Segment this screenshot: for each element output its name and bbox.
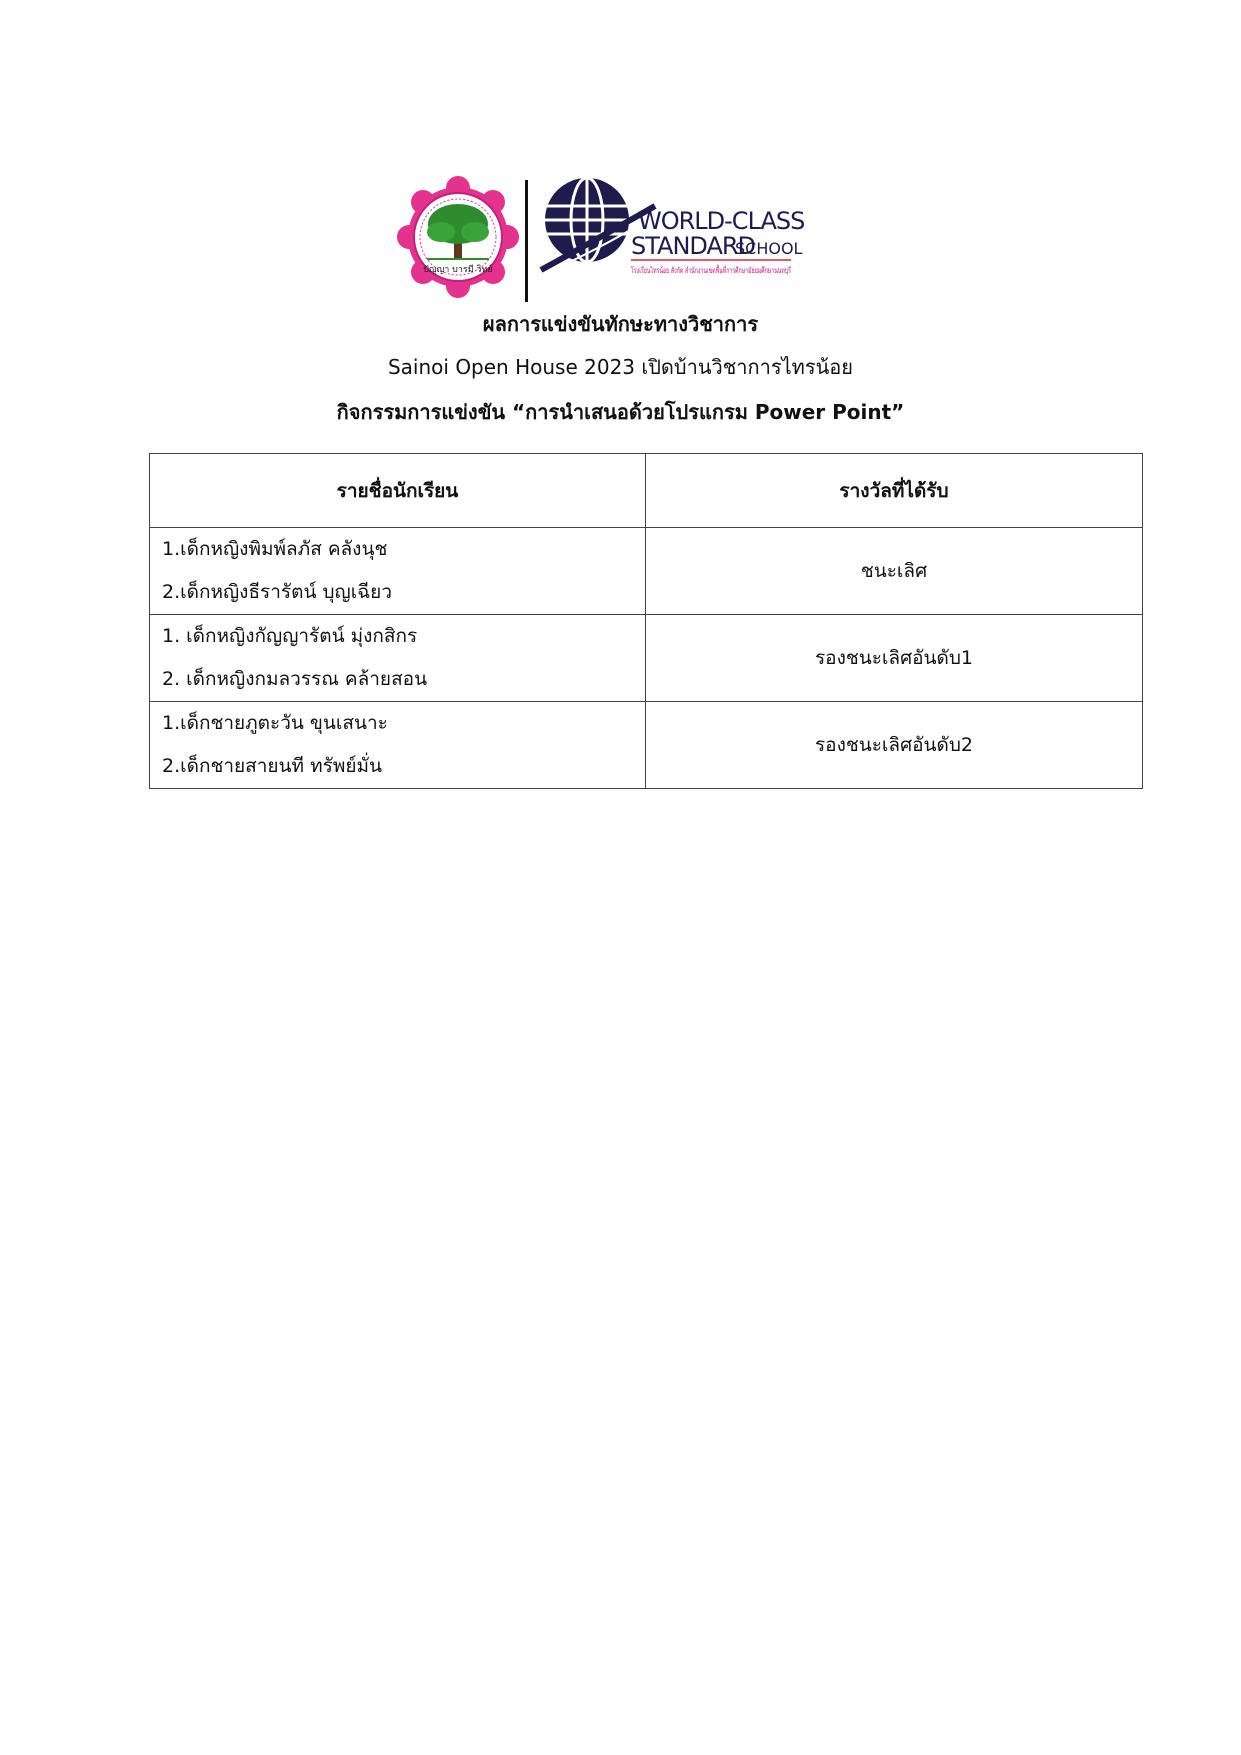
award-cell: รองชนะเลิศอันดับ2 [646,702,1143,789]
student-name: 2. เด็กหญิงกมลวรรณ คล้ายสอน [162,668,428,690]
logo-divider [525,180,528,302]
school-seal-logo [397,176,519,298]
table-row [150,615,1143,702]
results-table [149,453,1143,789]
student-names-cell [150,615,646,702]
results-heading: ผลการแข่งขันทักษะทางวิชาการ [482,312,759,336]
event-name: Sainoi Open House 2023 เปิดบ้านวิชาการไทรน้อย [387,355,854,379]
student-name: 2.เด็กหญิงธีรารัตน์ บุญเฉียว [162,581,392,603]
award-cell: ชนะเลิศ [646,528,1143,615]
student-name: 1.เด็กหญิงพิมพ์ลภัส คลังนุช [162,538,388,560]
student-name: 1.เด็กชายภูตะวัน ขุนเสนาะ [162,712,388,734]
student-names-cell [150,528,646,615]
logo-school-text: SCHOOL [735,239,803,258]
header-award: รางวัลที่ได้รับ [646,454,1143,528]
world-class-standard-school-logo [535,176,875,298]
student-names-cell [150,702,646,789]
student-name: 2.เด็กชายสายนที ทรัพย์มั่น [162,755,383,777]
student-name: 1. เด็กหญิงกัญญารัตน์ มุ่งกสิกร [162,625,418,647]
logo-standard-text: STANDARD [631,232,756,260]
award-cell: รองชนะเลิศอันดับ1 [646,615,1143,702]
table-row [150,702,1143,789]
activity-name: กิจกรรมการแข่งขัน “การนำเสนอด้วยโปรแกรม Power Point” [336,400,905,424]
school-logos [395,170,875,302]
seal-motto: ปัญญา บารมี วิทย์ [423,265,493,275]
header-student-names: รายชื่อนักเรียน [150,454,646,528]
table-header-row [150,454,1143,528]
table-row [150,528,1143,615]
logo-world-class-text: WORLD-CLASS [638,207,805,235]
logo-subtitle: โรงเรียนไทรน้อย สังกัด สำนักงานเขตพื้นที่การศึกษามัธยมศึกษานนทบุรี [631,266,875,275]
